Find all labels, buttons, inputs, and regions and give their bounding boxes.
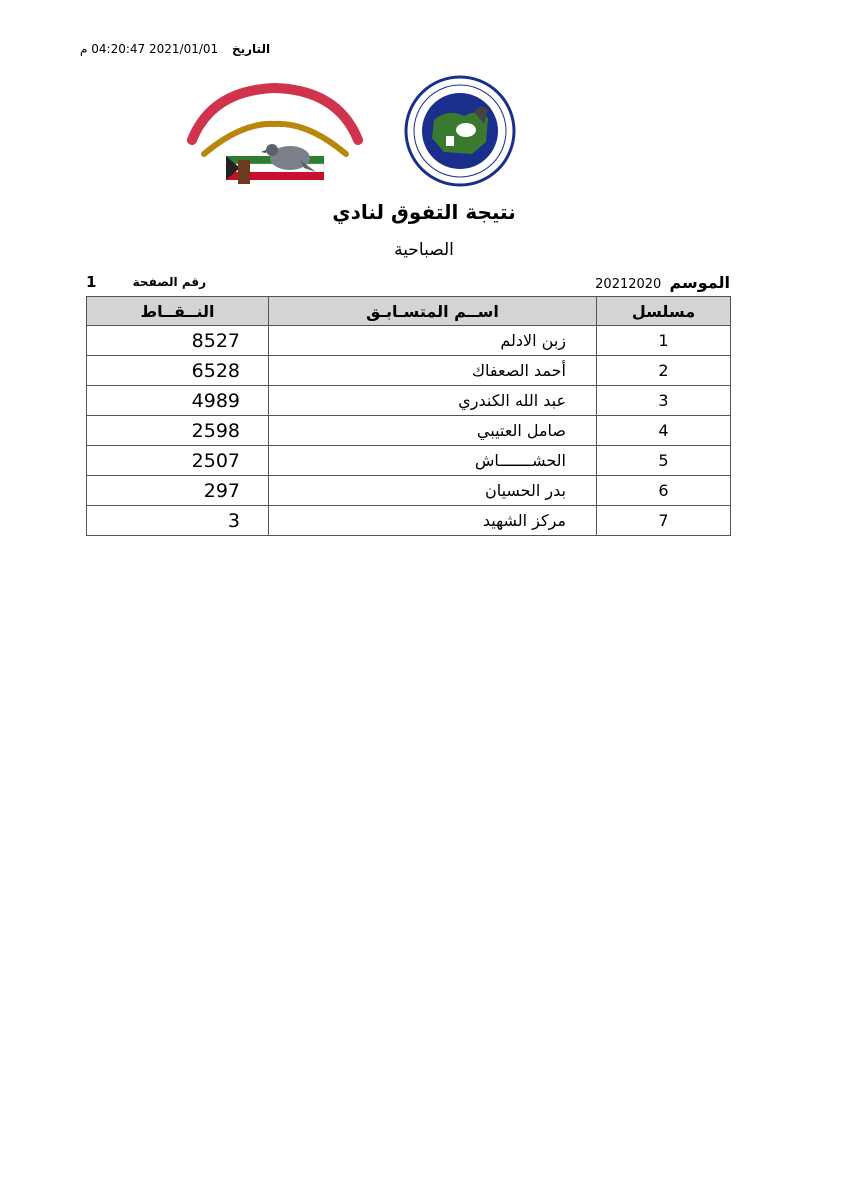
table-row (87, 446, 731, 476)
cell-points: 297 (87, 476, 269, 506)
federation-logo-graphic (404, 72, 516, 190)
season-value: 20212020 (595, 277, 662, 292)
cell-name: أحمد الصعفاك (269, 356, 597, 386)
table-header-row (87, 297, 731, 326)
table-row (87, 476, 731, 506)
cell-points: 2507 (87, 446, 269, 476)
page-number-value: 1 (86, 273, 97, 291)
document-title: نتيجة التفوق لنادي (332, 200, 516, 224)
cell-name: الحشـــــــاش (269, 446, 597, 476)
cell-serial: 2 (597, 356, 731, 386)
cell-points: 2598 (87, 416, 269, 446)
cell-points: 8527 (87, 326, 269, 356)
cell-points: 6528 (87, 356, 269, 386)
header-name: اســم المتسـابـق (269, 297, 597, 326)
club-name: الصباحية (394, 240, 454, 260)
federation-logo (404, 72, 516, 190)
cell-name: مركز الشهيد (269, 506, 597, 536)
season-label: الموسم (669, 273, 730, 292)
table-row (87, 326, 731, 356)
cell-serial: 6 (597, 476, 731, 506)
cell-serial: 1 (597, 326, 731, 356)
cell-name: صامل العتيبي (269, 416, 597, 446)
cell-points: 3 (87, 506, 269, 536)
cell-serial: 4 (597, 416, 731, 446)
table-row (87, 506, 731, 536)
table-row (87, 386, 731, 416)
results-table (86, 296, 731, 536)
cell-serial: 5 (597, 446, 731, 476)
cell-name: بدر الحسيان (269, 476, 597, 506)
date-value: 2021/01/01 04:20:47 م (80, 42, 219, 56)
header-points: النــقــاط (87, 297, 269, 326)
club-logo (182, 80, 368, 188)
header-serial: مسلسل (597, 297, 731, 326)
club-logo-graphic (182, 80, 368, 188)
cell-name: عبد الله الكندري (269, 386, 597, 416)
cell-serial: 7 (597, 506, 731, 536)
print-date (80, 42, 270, 56)
cell-points: 4989 (87, 386, 269, 416)
date-label: التاريخ (231, 42, 271, 56)
page-number-label: رقم الصفحة (132, 275, 206, 289)
cell-serial: 3 (597, 386, 731, 416)
table-row (87, 416, 731, 446)
season-info (595, 273, 730, 292)
cell-name: زبن الادلم (269, 326, 597, 356)
table-row (87, 356, 731, 386)
